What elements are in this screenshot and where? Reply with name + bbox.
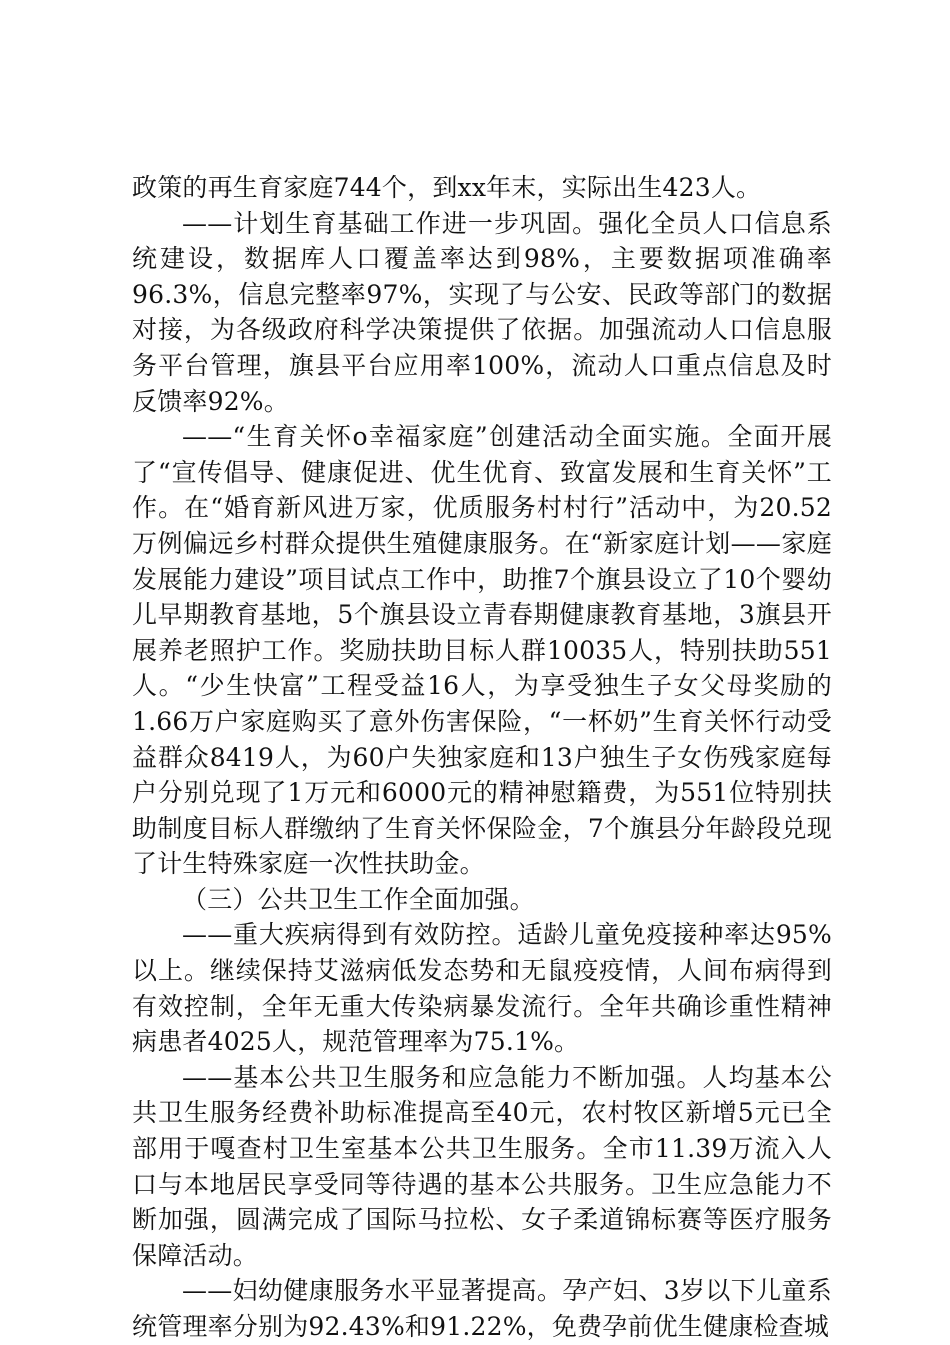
paragraph-public-health-services: ——基本公共卫生服务和应急能力不断加强。人均基本公共卫生服务经费补助标准提高至40元，农村牧区新增5元已全部用于嘎查村卫生室基本公共卫生服务。全市11.39万流入人口与本地居民享受同等待遇的基本公共服务。卫生应急能力不断加强，圆满完成了国际马拉松、女子柔道锦标赛等医疗服务保障活动。 <box>132 1062 832 1270</box>
section-heading-public-health: （三）公共卫生工作全面加强。 <box>182 884 535 914</box>
paragraph-disease-control: ——重大疾病得到有效防控。适龄儿童免疫接种率达95%以上。继续保持艾滋病低发态势和无鼠疫疫情，人间布病得到有效控制，全年无重大传染病暴发流行。全年共确诊重性精神病患者4025人，规范管理率为75.1%。 <box>132 920 832 1057</box>
paragraph-family-planning-basics: ——计划生育基础工作进一步巩固。强化全员人口信息系统建设，数据库人口覆盖率达到98%，主要数据项准确率96.3%，信息完整率97%，实现了与公安、民政等部门的数据对接，为各级政府科学决策提供了依据。加强流动人口信息服务平台管理，旗县平台应用率100%，流动人口重点信息及时反馈率92%。 <box>132 208 832 416</box>
paragraph-happy-family-campaign: ——“生育关怀o幸福家庭”创建活动全面实施。全面开展了“宣传倡导、健康促进、优生优育、致富发展和生育关怀”工作。在“婚育新风进万家，优质服务村村行”活动中，为20.52万例偏远乡村群众提供生殖健康服务。在“新家庭计划——家庭发展能力建设”项目试点工作中，助推7个旗县设立了10个婴幼儿早期教育基地，5个旗县设立青春期健康教育基地，3旗县开展养老照护工作。奖励扶助目标人群10035人，特别扶助551人。“少生快富”工程受益16人，为享受独生子女父母奖励的1.66万户家庭购买了意外伤害保险，“一杯奶”生育关怀行动受益群众8419人，为60户失独家庭和13户独生子女伤残家庭每户分别兑现了1万元和6000元的精神慰籍费，为551位特别扶助制度目标人群缴纳了生育关怀保险金，7个旗县分年龄段兑现了计生特殊家庭一次性扶助金。 <box>132 422 832 879</box>
document-body <box>132 170 832 1345</box>
paragraph-maternal-child-health: ——妇幼健康服务水平显著提高。孕产妇、3岁以下儿童系统管理率分别为92.43%和91.22%，免费孕前优生健康检查城 <box>132 1276 832 1341</box>
paragraph-continuation: 政策的再生育家庭744个，到xx年末，实际出生423人。 <box>132 173 762 202</box>
